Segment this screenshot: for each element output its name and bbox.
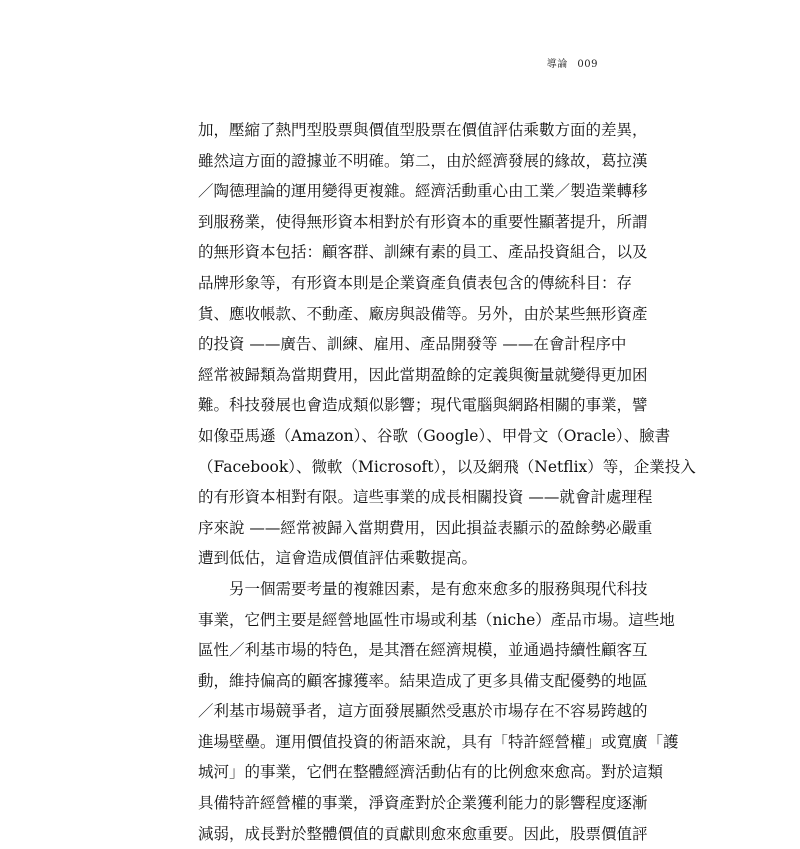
text-line: 難。科技發展也會造成類似影響；現代電腦與網路相關的事業，譬 bbox=[198, 396, 648, 415]
page-number: 009 bbox=[577, 59, 598, 70]
text-line: 動，維持偏高的顧客據獲率。結果造成了更多具備支配優勢的地區 bbox=[198, 671, 648, 690]
text-line: 具備特許經營權的事業，淨資產對於企業獲利能力的影響程度逐漸 bbox=[198, 794, 648, 813]
text-line: 減弱，成長對於整體價值的貢獻則愈來愈重要。因此，股票價值評 bbox=[198, 824, 648, 843]
text-line: 到服務業，使得無形資本相對於有形資本的重要性顯著提升，所謂 bbox=[198, 212, 648, 231]
text-line: 序來說 ——經常被歸入當期費用，因此損益表顯示的盈餘勢必嚴重 bbox=[198, 518, 653, 537]
text-line: （Facebook）、微軟（Microsoft），以及網飛（Netflix）等，企業投入 bbox=[198, 457, 696, 476]
text-line: 進場壁壘。運用價值投資的術語來說，具有「特許經營權」或寬廣「護 bbox=[198, 732, 679, 751]
running-head bbox=[547, 55, 598, 70]
running-head-section-title: 導論 bbox=[546, 59, 568, 70]
text-line: 加，壓縮了熱門型股票與價值型股票在價值評估乘數方面的差異， bbox=[198, 121, 648, 139]
text-line: 事業，它們主要是經營地區性市場或利基（niche）產品市場。這些地 bbox=[198, 610, 675, 629]
text-line: 品牌形象等，有形資本則是企業資產負債表包含的傳統科目：存 bbox=[198, 273, 633, 292]
text-line: 的無形資本包括：顧客群、訓練有素的員工、產品投資組合，以及 bbox=[198, 243, 648, 262]
text-line: 的投資 ——廣告、訓練、雇用、產品開發等 ——在會計程序中 bbox=[198, 335, 627, 354]
body-text bbox=[198, 115, 696, 849]
text-line: ／利基市場競爭者，這方面發展顯然受惠於市場存在不容易跨越的 bbox=[198, 702, 648, 721]
text-line: 城河」的事業，它們在整體經濟活動佔有的比例愈來愈高。對於這類 bbox=[198, 763, 664, 782]
text-line: ／陶德理論的運用變得更複雜。經濟活動重心由工業／製造業轉移 bbox=[198, 182, 648, 201]
text-line: 如像亞馬遜（Amazon）、谷歌（Google）、甲骨文（Oracle）、臉書 bbox=[198, 426, 671, 445]
text-line: 區性／利基市場的特色，是其潛在經濟規模，並通過持續性顧客互 bbox=[198, 641, 648, 660]
paragraph-last-line: 遭到低估，這會造成價值評估乘數提高。 bbox=[198, 549, 478, 568]
text-line: 的有形資本相對有限。這些事業的成長相關投資 ——就會計處理程 bbox=[198, 488, 653, 507]
text-line: 經常被歸類為當期費用，因此當期盈餘的定義與衡量就變得更加困 bbox=[198, 365, 648, 384]
text-line: 貨、應收帳款、不動產、廠房與設備等。另外，由於某些無形資產 bbox=[198, 304, 648, 323]
paragraph-first-line: 另一個需要考量的複雜因素，是有愈來愈多的服務與現代科技 bbox=[229, 579, 648, 598]
text-line: 雖然這方面的證據並不明確。第二，由於經濟發展的緣故，葛拉漢 bbox=[198, 151, 648, 170]
